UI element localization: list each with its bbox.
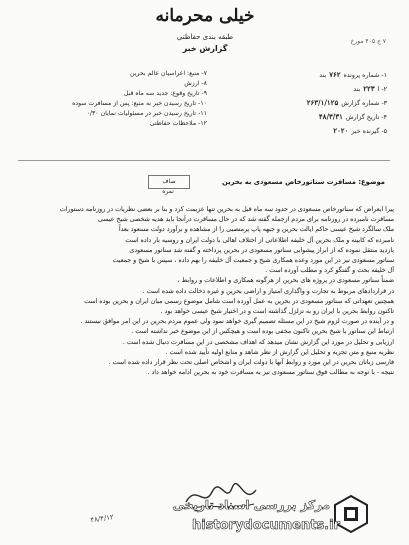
body-line: و در آینده در صورت لزوم شیخ در این مسئله تصمیم گیری خواهد نمود ولی عموم مردم بحرین در این امر موافق نیستند . — [80, 318, 394, 326]
body-line: در قراردادهای مربوط به تجارت و واگذاری امتیاز و اراضی بحرین و غیره دخالت داده شده است . — [142, 287, 394, 295]
form-row-2: ۲- ا۲۲۳بند — [353, 84, 387, 93]
body-line: بازدید منتقل نموده که از ابراز پیشوایی سناتور مسعودی در بحرین پرداخته و گفته شد سناتور مسعودی — [129, 246, 394, 254]
margin-reference: ۷ ج ۴۰۵ مورخ — [350, 38, 386, 45]
form-row-report-number: ۳- شماره گزارش۲۶۳/۱/۱۲۵ — [306, 98, 387, 107]
body-line: نامبرده که کابینه و ملک بحرین آل خلیفه اطلاعاتی از اختلاف اهالی با دولت ایران و روسیه بار داده است — [125, 236, 394, 244]
body-line: ضمناً سناتور مسعودی در پروژه های بحرین از هرگونه همکاری و اطلاعات و روابط ، — [177, 277, 394, 285]
classification-subtitle: طبقه بندی حفاظتی — [176, 33, 234, 41]
classification-box: صاف — [148, 175, 190, 189]
body-line: پیرا ابعراض که سناتورخاص مسعودی در حدود سه ماه قبل به بحرین تنها عزیمت کرد و بنا بر بعضی نظریات در روزنامه دستورات — [59, 206, 394, 213]
report-body — [16, 205, 394, 378]
form-row-security-notes: ۱۲- ملاحظات حفاظتی — [149, 120, 207, 127]
form-row-office-received: ۱۱- تاریخ رسیدن خبر در مسئولیات نمایان ۰/۳۰ — [86, 110, 207, 117]
margin-date-note: ۴۸/۴/۱۲ — [89, 513, 115, 525]
watermark-url: historydocuments.ir — [191, 518, 340, 533]
body-line: سناتور مسعودی نیز در این مورد وعده همکاری شیخ و جمعیت آل خلیفه را بهم داده ، سپس با شیخ و جمعیت — [112, 257, 394, 265]
classification-box-label: نمره — [162, 188, 174, 195]
body-line: ارزیابی و تحلیل در مورد این گزارش نشان میدهد که اهداف مشخصی در این مسافرت دنبال شده است . — [122, 338, 394, 346]
body-line: نتیجه - با توجه به مطالب فوق سناتور مسعودی نیز به مسافرت خود به بحرین ادامه خواهد داد . — [147, 369, 394, 377]
form-row-report-date: ۴- تاریخ گزارش۴۸/۳/۳۱ — [318, 112, 387, 121]
watermark-title: مرکز بررسی اسناد تاریخی — [172, 498, 330, 512]
body-line: نظریه منبع و متن تجزیه و تحلیل این گزارش از نظر شاهد و منابع اولیه تأیید شده است . — [165, 348, 394, 356]
form-row-event-date: ۹- تاریخ وقوع: جدید سه ماه قبل — [123, 90, 207, 97]
form-row-recipient: ۵- گیرنده خبر۲۰۲۰ — [333, 126, 387, 135]
body-line: تاکنون روابط بحرین با ایران رو به تزلزل گذاشته است و در اختیار شیخ عیسی خواهد بود . — [160, 308, 394, 316]
body-line: ملک سالگرد شیخ عیسی حاکم ایالت بحرین و جبهه پاپ پرمنصبی را از مشاهده و برآورد دولت مسعود بعداً — [118, 226, 394, 234]
header-divider — [18, 160, 390, 161]
form-row-value: ۸- ارزش — [184, 80, 207, 87]
classification-stamp-title: خیلی محرمانه — [155, 6, 255, 26]
body-line: ارتباط این سناتور با شیخ بحرین تاکنون مخفی بوده است و هیچکس از این موضوع خبر نداشته است . — [131, 328, 394, 336]
body-line: مسافرت نامبرده در روزنامه برای مردم ازجمله گفته شد که در حال مسافرت درآنجا باید هدیه شخصی شیخ عیسی — [97, 216, 394, 224]
form-row-source-received: ۱۰- تاریخ رسیدن خبر به منبع: پس از مسافرت سوده — [72, 100, 207, 107]
body-line: فارسی زبانان بحرین در این مورد و روابط آنها با دولت ایران و اشخاص اصلی تحت نظر قرار داده شده است . — [108, 359, 394, 367]
report-subject: موضوع: مسافرت سناتورخاص مسعودی به بحرین — [222, 178, 385, 186]
form-row-file-number: ۱- شماره پرونده۷۶۲بند — [319, 70, 387, 79]
body-line: آل خلیفه بحث و گفتگو کرد و مطلب آورده است . — [265, 267, 394, 275]
body-line: همچنین تعهداتی که سناتور مسعودی در بحرین به عمل آورده است شامل موضوع رسمی میان ایران و بحرین بوده است — [84, 297, 394, 305]
report-type-label: گزارش خبر — [182, 44, 228, 53]
form-row-source: ۷- منبع: اعراسیان عالم بحرین — [129, 70, 207, 77]
